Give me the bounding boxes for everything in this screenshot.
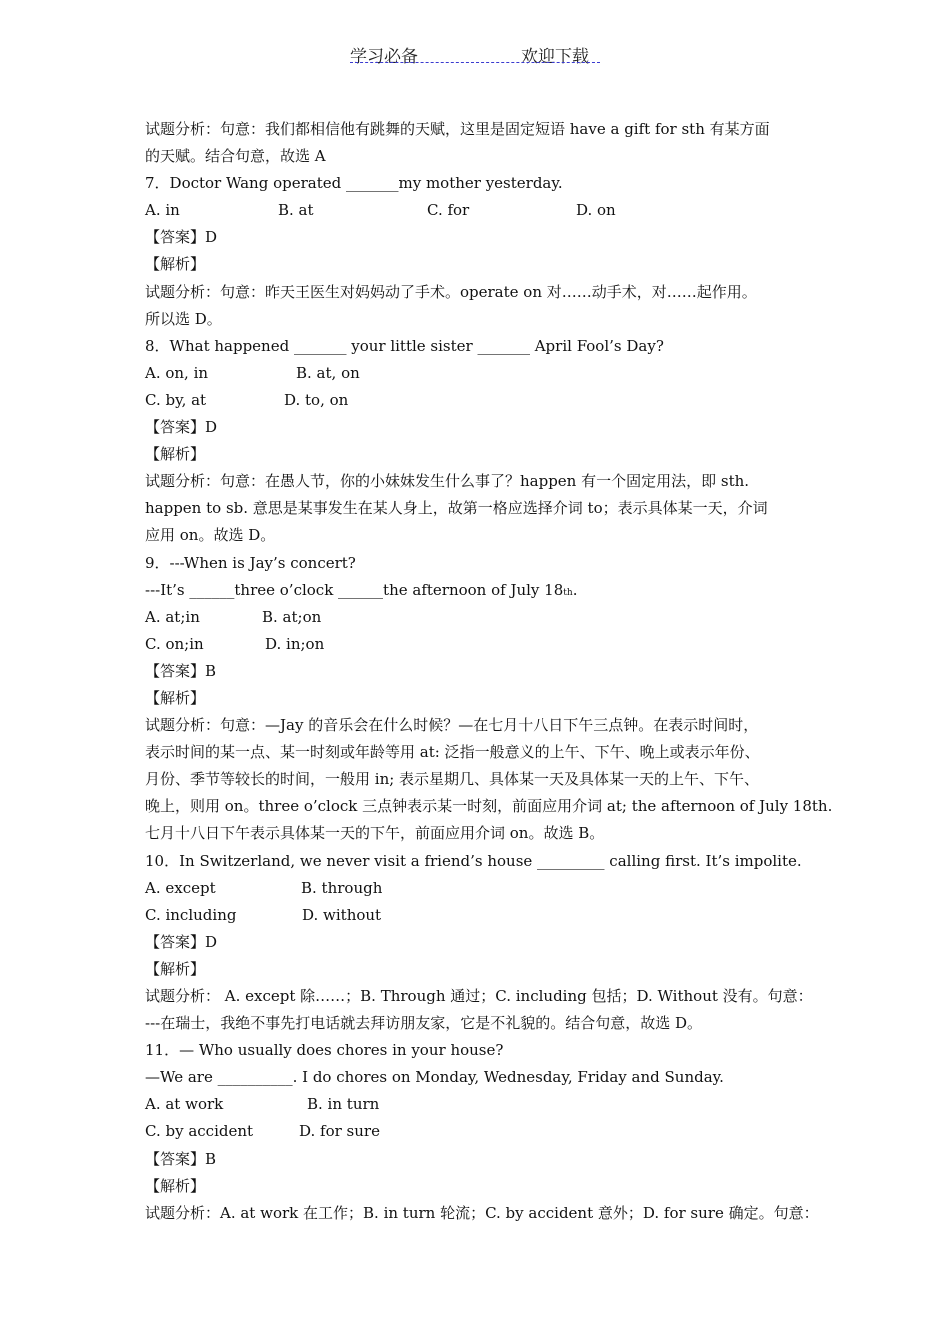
q8-analysis-label: 【解析】 (145, 445, 206, 464)
q9-line2-text: ---It’s ______three o’clock ______the afternoon of July 18 (145, 580, 564, 599)
q10-option-d: D. without (302, 905, 382, 924)
q10-analysis-label: 【解析】 (145, 959, 206, 978)
q8-options-row1 (145, 360, 810, 387)
q7-answer: 【答案】D (145, 228, 218, 247)
q9-line2-end: . (572, 580, 578, 599)
q10-option-b: B. through (301, 878, 383, 897)
q9-analysis-line: 月份、季节等较长的时间，一般用 in; 表示星期几、具体某一天及具体某一天的上午、下午、 (145, 770, 760, 789)
q8-option-b: B. at, on (296, 363, 360, 382)
q9-analysis-line: 晚上，则用 on。three o’clock 三点钟表示某一时刻，前面应用介词 at; the afternoon of July 18th. (145, 797, 833, 816)
q8-analysis-line: happen to sb. 意思是某事发生在某人身上，故第一格应选择介词 to；表示具体某一天，介词 (145, 499, 768, 518)
q11-options-row2 (145, 1118, 810, 1145)
q11-question-line2: —We are __________. I do chores on Monday, Wednesday, Friday and Sunday. (145, 1068, 724, 1087)
header-left-text: 学习必备 (350, 47, 418, 67)
q7-option-d: D. on (576, 201, 616, 220)
q7-analysis-line: 所以选 D。 (145, 309, 222, 328)
q7-analysis-line: 试题分析：句意：昨天王医生对妈妈动了手术。operate on 对……动手术，对……起作用。 (145, 282, 757, 301)
q9-options-row2 (145, 631, 810, 658)
q10-options-row1 (145, 875, 810, 902)
q9-line2-suffix: th (563, 587, 573, 598)
q9-option-b: B. at;on (262, 607, 322, 626)
q7-option-c: C. for (427, 201, 470, 220)
q7-options (145, 197, 810, 224)
q10-option-a: A. except (145, 878, 216, 897)
q11-analysis-line: 试题分析：A. at work 在工作；B. in turn 轮流；C. by accident 意外；D. for sure 确定。句意： (145, 1203, 819, 1222)
q11-option-b: B. in turn (307, 1095, 380, 1114)
header-underline (350, 62, 600, 63)
q9-option-a: A. at;in (145, 607, 200, 626)
q9-analysis-line: 试题分析：句意：—Jay 的音乐会在什么时候？—在七月十八日下午三点钟。在表示时间时， (145, 716, 759, 735)
q8-analysis-line: 试题分析：句意：在愚人节，你的小妹妹发生什么事了？happen 有一个固定用法，即 sth. (145, 472, 750, 491)
q9-analysis-label: 【解析】 (145, 688, 206, 707)
q9-options-row1 (145, 604, 810, 631)
document-body (145, 116, 833, 1227)
q8-question: 8．What happened _______ your little sister _______ April Fool’s Day? (145, 336, 664, 355)
q6-analysis-line: 的天赋。结合句意，故选 A (145, 147, 326, 166)
q8-option-d: D. to, on (284, 390, 349, 409)
q10-options-row2 (145, 902, 810, 929)
q10-analysis-line: ---在瑞士，我绝不事先打电话就去拜访朋友家，它是不礼貌的。结合句意，故选 D。 (145, 1014, 703, 1033)
q11-question: 11．— Who usually does chores in your house? (145, 1041, 504, 1060)
q9-option-d: D. in;on (265, 634, 325, 653)
q7-option-a: A. in (145, 201, 180, 220)
q8-option-c: C. by, at (145, 390, 207, 409)
q7-analysis-label: 【解析】 (145, 255, 206, 274)
q11-analysis-label: 【解析】 (145, 1176, 206, 1195)
q9-analysis-line: 七月十八日下午表示具体某一天的下午，前面应用介词 on。故选 B。 (145, 824, 605, 843)
q10-option-c: C. including (145, 905, 237, 924)
q9-question-line2 (145, 577, 810, 604)
q10-answer: 【答案】D (145, 932, 218, 951)
q9-question: 9．---When is Jay’s concert? (145, 553, 356, 572)
q11-options-row1 (145, 1091, 810, 1118)
q8-options-row2 (145, 387, 810, 414)
q11-option-d: D. for sure (299, 1122, 380, 1141)
q8-option-a: A. on, in (145, 363, 209, 382)
q8-answer: 【答案】D (145, 418, 218, 437)
q7-question: 7．Doctor Wang operated _______my mother yesterday. (145, 174, 563, 193)
q11-option-a: A. at work (145, 1095, 224, 1114)
q11-option-c: C. by accident (145, 1122, 254, 1141)
q9-analysis-line: 表示时间的某一点、某一时刻或年龄等用 at: 泛指一般意义的上午、下午、晚上或表示年份、 (145, 743, 760, 762)
q8-analysis-line: 应用 on。故选 D。 (145, 526, 276, 545)
q11-answer: 【答案】B (145, 1149, 217, 1168)
q7-option-b: B. at (278, 201, 314, 220)
q10-question: 10．In Switzerland, we never visit a friend’s house _________ calling first. It’s impolite. (145, 851, 802, 870)
page-header (0, 40, 950, 70)
q9-answer: 【答案】B (145, 661, 217, 680)
header-right-text: 欢迎下载 (521, 47, 589, 67)
q6-analysis-line: 试题分析：句意：我们都相信他有跳舞的天赋，这里是固定短语 have a gift for sth 有某方面 (145, 120, 770, 138)
q10-analysis-line: 试题分析： A. except 除……；B. Through 通过；C. including 包括；D. Without 没有。句意： (145, 987, 813, 1005)
q9-option-c: C. on;in (145, 634, 204, 653)
